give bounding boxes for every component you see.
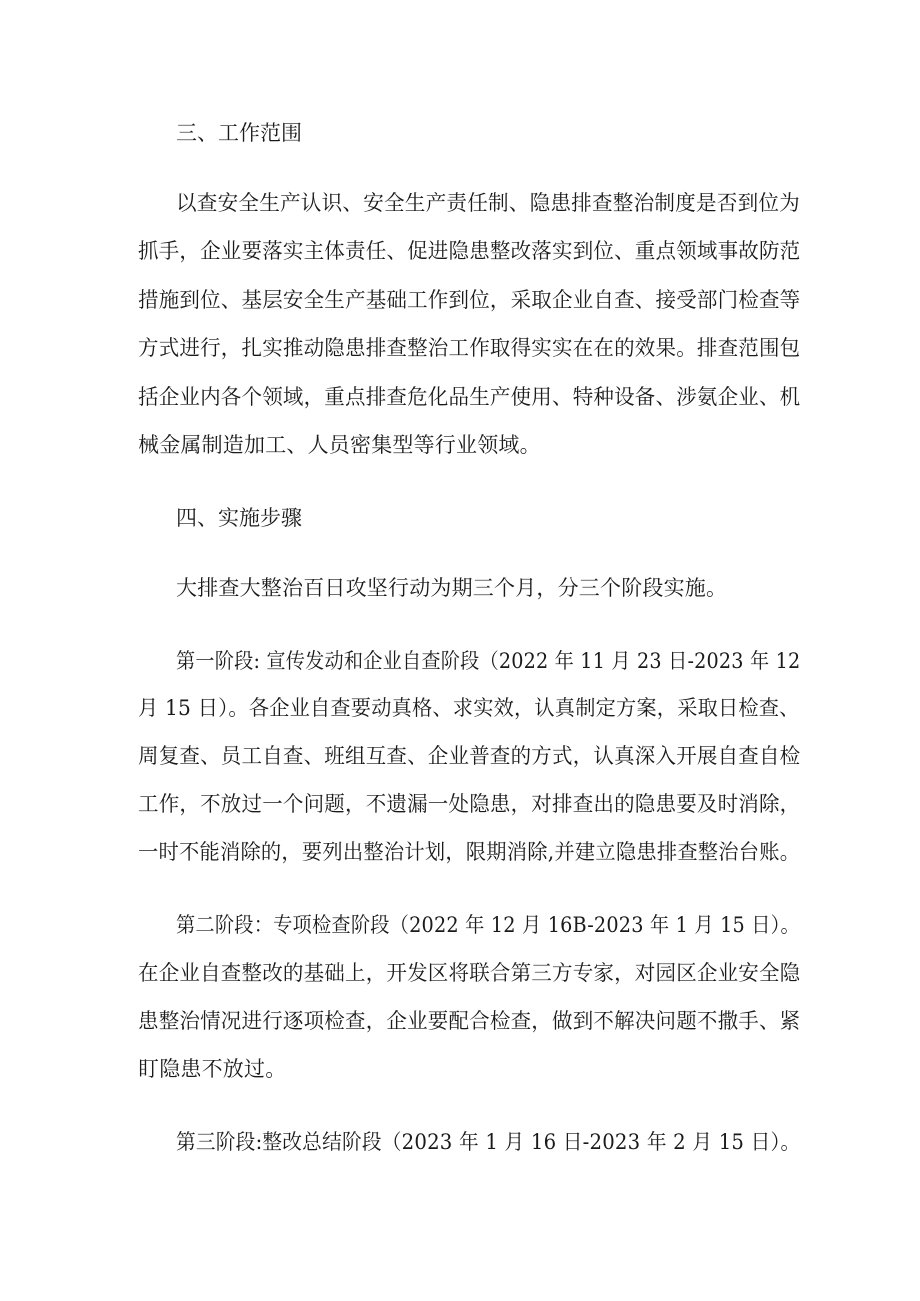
intro-line: 大排查大整治百日攻坚行动为期三个月，分三个阶段实施。 bbox=[176, 576, 728, 600]
paragraph-line: 方式进行，扎实推动隐患排查整治工作取得实实在在的效果。排查范围包 bbox=[138, 336, 801, 360]
phase1-line: 一时不能消除的，要列出整治计划，限期消除,并建立隐患排查整治台账。 bbox=[138, 840, 801, 864]
phase2-line: 盯隐患不放过。 bbox=[138, 1057, 287, 1081]
phase1-line: 周复查、员工自查、班组互查、企业普查的方式，认真深入开展自查自检 bbox=[138, 744, 801, 768]
paragraph-line: 械金属制造加工、人员密集型等行业领域。 bbox=[138, 433, 541, 457]
paragraph-line: 措施到位、基层安全生产基础工作到位，采取企业自查、接受部门检查等 bbox=[138, 288, 801, 312]
phase1-line: 月 15 日）。各企业自查要动真格、求实效，认真制定方案，采取日检查、 bbox=[138, 696, 800, 720]
section-heading-scope: 三、工作范围 bbox=[176, 121, 302, 145]
phase1-line: 工作，不放过一个问题，不遗漏一处隐患，对排查出的隐患要及时消除， bbox=[138, 792, 801, 816]
paragraph-line: 以查安全生产认识、安全生产责任制、隐患排查整治制度是否到位为 bbox=[176, 191, 800, 215]
phase2-line: 在企业自查整改的基础上，开发区将联合第三方专家，对园区企业安全隐 bbox=[138, 961, 801, 985]
phase2-line: 第二阶段：专项检查阶段（2022 年 12 月 16B-2023 年 1 月 15 日）。 bbox=[176, 913, 800, 937]
phase2-line: 患整治情况进行逐项检查，企业要配合检查，做到不解决问题不撒手、紧 bbox=[138, 1009, 801, 1033]
phase1-line: 第一阶段: 宣传发动和企业自查阶段（2022 年 11 月 23 日-2023 年 12 bbox=[176, 649, 801, 673]
paragraph-line: 括企业内各个领域，重点排查危化品生产使用、特种设备、涉氨企业、机 bbox=[138, 385, 801, 409]
phase3-line: 第三阶段:整改总结阶段（2023 年 1 月 16 日-2023 年 2 月 15 日）。 bbox=[176, 1130, 801, 1154]
paragraph-line: 抓手，企业要落实主体责任、促进隐患整改落实到位、重点领域事故防范 bbox=[138, 239, 801, 263]
section-heading-steps: 四、实施步骤 bbox=[176, 506, 302, 530]
